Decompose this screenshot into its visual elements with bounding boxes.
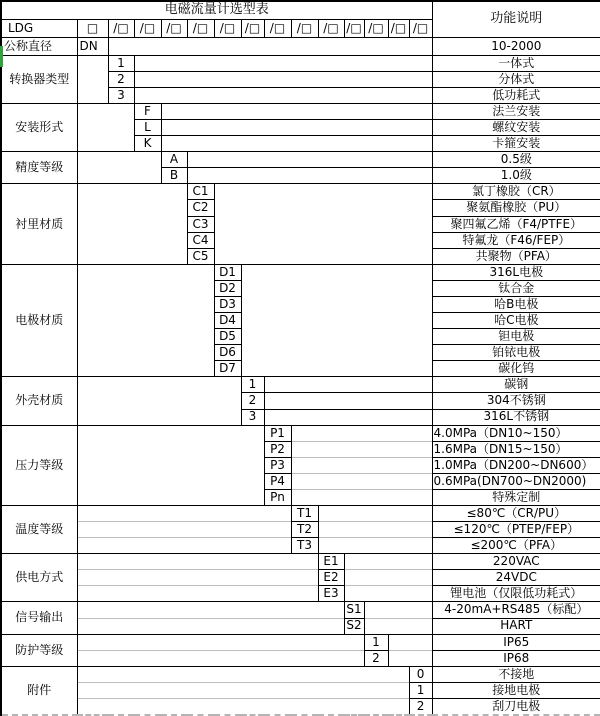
- spacer-cell: [264, 393, 432, 409]
- code-cell: D5: [214, 329, 241, 345]
- description-cell: 0.5级: [432, 152, 600, 168]
- code-cell: E3: [318, 586, 344, 602]
- description-cell: 特氟龙（F46/FEP）: [432, 232, 600, 248]
- model-slot: /□: [364, 19, 388, 37]
- description-cell: 24VDC: [432, 570, 600, 586]
- code-cell: T3: [291, 538, 318, 554]
- description-cell: 钛合金: [432, 280, 600, 296]
- model-slot: /□: [388, 19, 409, 37]
- spacer-cell: [77, 698, 409, 715]
- spacer-cell: [77, 184, 187, 264]
- description-cell: 螺纹安装: [432, 120, 600, 136]
- spacer-cell: [291, 489, 432, 505]
- spacer-cell: [364, 618, 432, 634]
- model-slot: /□: [214, 19, 241, 37]
- section-label: 附件: [1, 666, 77, 715]
- description-cell: HART: [432, 618, 600, 634]
- spacer-cell: [264, 409, 432, 425]
- code-cell: 2: [409, 698, 432, 715]
- code-cell: 3: [241, 409, 264, 425]
- code-cell: Pn: [264, 489, 291, 505]
- spacer-cell: [134, 55, 432, 71]
- description-cell: 卡箍安装: [432, 136, 600, 152]
- spacer-cell: [291, 457, 432, 473]
- description-cell: 1.0级: [432, 168, 600, 184]
- spacer-cell: [77, 55, 108, 103]
- description-cell: 共聚物（PFA）: [432, 248, 600, 264]
- section-label: 电极材质: [1, 264, 77, 377]
- spacer-cell: [77, 666, 409, 682]
- code-cell: B: [161, 168, 187, 184]
- spacer-cell: [77, 377, 241, 425]
- code-cell: E1: [318, 554, 344, 570]
- spacer-cell: [318, 538, 432, 554]
- table-title: 电磁流量计选型表: [1, 1, 432, 19]
- spacer-cell: [134, 87, 432, 103]
- spacer-cell: [318, 505, 432, 521]
- spacer-cell: [77, 152, 161, 184]
- model-slot: /□: [161, 19, 187, 37]
- description-cell: 刮刀电极: [432, 698, 600, 715]
- code-cell: DN: [77, 37, 108, 55]
- spacer-cell: [134, 71, 432, 87]
- description-cell: 氯丁橡胶（CR）: [432, 184, 600, 200]
- model-slot: /□: [187, 19, 214, 37]
- description-cell: 锂电池（仅限低功耗式）: [432, 586, 600, 602]
- description-cell: 聚氨酯橡胶（PU）: [432, 200, 600, 216]
- spacer-cell: [77, 682, 409, 698]
- spacer-cell: [291, 473, 432, 489]
- section-label: 信号输出: [1, 602, 77, 634]
- spacer-cell: [77, 554, 318, 570]
- code-cell: E2: [318, 570, 344, 586]
- description-cell: 碳钢: [432, 377, 600, 393]
- description-cell: 哈C电极: [432, 313, 600, 329]
- code-cell: S1: [344, 602, 364, 618]
- spacer-cell: [264, 377, 432, 393]
- section-label: 温度等级: [1, 505, 77, 553]
- spacer-cell: [344, 554, 432, 570]
- code-cell: D1: [214, 264, 241, 280]
- description-cell: 碳化钨: [432, 361, 600, 377]
- section-label: 精度等级: [1, 152, 77, 184]
- spacer-cell: [291, 441, 432, 457]
- code-cell: K: [134, 136, 161, 152]
- spacer-cell: [187, 168, 432, 184]
- model-slot: /□: [409, 19, 432, 37]
- spacer-cell: [77, 602, 344, 618]
- model-slot: /□: [264, 19, 291, 37]
- description-cell: ≤80℃（CR/PU）: [432, 505, 600, 521]
- spacer-cell: [214, 184, 432, 264]
- code-cell: T1: [291, 505, 318, 521]
- description-cell: 220VAC: [432, 554, 600, 570]
- model-slot: /□: [241, 19, 264, 37]
- code-cell: C4: [187, 232, 214, 248]
- description-cell: 聚四氟乙烯（F4/PTFE）: [432, 216, 600, 232]
- description-cell: 0.6MPa(DN700~DN2000): [432, 473, 600, 489]
- spacer-cell: [364, 602, 432, 618]
- spacer-cell: [77, 538, 291, 554]
- spacer-cell: [241, 264, 432, 377]
- description-cell: 4-20mA+RS485（标配）: [432, 602, 600, 618]
- code-cell: D4: [214, 313, 241, 329]
- spacer-cell: [388, 634, 432, 650]
- code-cell: P1: [264, 425, 291, 441]
- code-cell: T2: [291, 522, 318, 538]
- model-slot: /□: [318, 19, 344, 37]
- spacer-cell: [161, 104, 432, 120]
- description-cell: 一体式: [432, 55, 600, 71]
- model-slot: /□: [134, 19, 161, 37]
- description-cell: ≤200℃（PFA）: [432, 538, 600, 554]
- code-cell: 1: [364, 634, 388, 650]
- code-cell: C2: [187, 200, 214, 216]
- spacer-cell: [318, 522, 432, 538]
- code-cell: 2: [241, 393, 264, 409]
- section-label: 转换器类型: [1, 55, 77, 103]
- description-cell: 10-2000: [432, 37, 600, 55]
- code-cell: C1: [187, 184, 214, 200]
- code-cell: F: [134, 104, 161, 120]
- spacer-cell: [108, 37, 432, 55]
- spacer-cell: [161, 136, 432, 152]
- code-cell: 3: [108, 87, 134, 103]
- section-label: 供电方式: [1, 554, 77, 602]
- code-cell: 0: [409, 666, 432, 682]
- description-cell: 分体式: [432, 71, 600, 87]
- spacer-cell: [77, 425, 264, 505]
- spacer-cell: [77, 264, 214, 377]
- description-cell: 低功耗式: [432, 87, 600, 103]
- model-slot: /□: [344, 19, 364, 37]
- model-slot-first: □: [77, 19, 108, 37]
- section-label: 防护等级: [1, 634, 77, 666]
- code-cell: 1: [108, 55, 134, 71]
- code-cell: P2: [264, 441, 291, 457]
- code-cell: 1: [409, 682, 432, 698]
- spacer-cell: [77, 104, 134, 152]
- code-cell: 1: [241, 377, 264, 393]
- code-cell: D2: [214, 280, 241, 296]
- description-cell: 4.0MPa（DN10~150）: [432, 425, 600, 441]
- spacer-cell: [77, 570, 318, 586]
- code-cell: D6: [214, 345, 241, 361]
- description-cell: 铂铱电极: [432, 345, 600, 361]
- function-column-header: 功能说明: [432, 1, 600, 37]
- spacer-cell: [388, 650, 432, 666]
- code-cell: P3: [264, 457, 291, 473]
- code-cell: D3: [214, 296, 241, 312]
- section-label-diameter: 公称直径: [1, 37, 77, 55]
- spacer-cell: [77, 634, 364, 650]
- spacer-cell: [77, 505, 291, 521]
- code-cell: 2: [364, 650, 388, 666]
- description-cell: 特殊定制: [432, 489, 600, 505]
- spacer-cell: [291, 425, 432, 441]
- description-cell: 1.0MPa（DN200~DN600）: [432, 457, 600, 473]
- code-cell: A: [161, 152, 187, 168]
- description-cell: 接地电极: [432, 682, 600, 698]
- model-slot: /□: [108, 19, 134, 37]
- green-edge-artifact: [0, 46, 3, 67]
- spacer-cell: [77, 522, 291, 538]
- description-cell: IP68: [432, 650, 600, 666]
- code-cell: D7: [214, 361, 241, 377]
- description-cell: 1.6MPa（DN15~150）: [432, 441, 600, 457]
- code-cell: C3: [187, 216, 214, 232]
- section-label: 压力等级: [1, 425, 77, 505]
- description-cell: 哈B电极: [432, 296, 600, 312]
- spacer-cell: [77, 650, 364, 666]
- code-cell: S2: [344, 618, 364, 634]
- description-cell: IP65: [432, 634, 600, 650]
- code-cell: 2: [108, 71, 134, 87]
- spacer-cell: [344, 570, 432, 586]
- spacer-cell: [161, 120, 432, 136]
- section-label: 安装形式: [1, 104, 77, 152]
- spacer-cell: [77, 618, 344, 634]
- section-label: 衬里材质: [1, 184, 77, 264]
- model-prefix: LDG: [1, 19, 77, 37]
- description-cell: 316L不锈钢: [432, 409, 600, 425]
- description-cell: 钽电极: [432, 329, 600, 345]
- description-cell: 316L电极: [432, 264, 600, 280]
- code-cell: C5: [187, 248, 214, 264]
- code-cell: L: [134, 120, 161, 136]
- description-cell: 法兰安装: [432, 104, 600, 120]
- code-cell: P4: [264, 473, 291, 489]
- spacer-cell: [344, 586, 432, 602]
- spacer-cell: [77, 586, 318, 602]
- description-cell: 不接地: [432, 666, 600, 682]
- description-cell: ≤120℃（PTEP/FEP）: [432, 522, 600, 538]
- description-cell: 304不锈钢: [432, 393, 600, 409]
- model-slot: /□: [291, 19, 318, 37]
- spacer-cell: [187, 152, 432, 168]
- section-label: 外壳材质: [1, 377, 77, 425]
